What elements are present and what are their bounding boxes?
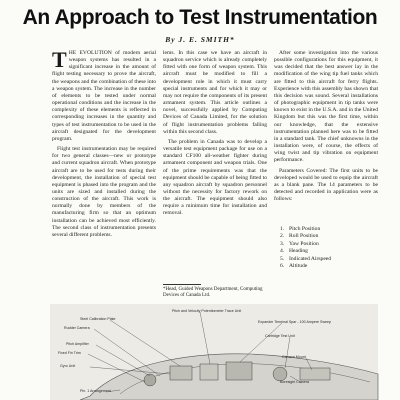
figure-label: Pitch Amplifier <box>66 342 89 346</box>
paragraph: Parameters Covered: The first units to be developed would be used to equip the aircraft as a blank pane. The 14 parameters to be detected and recorded in application were as follows: <box>274 167 378 203</box>
figure-label: Pin. 1 Arrangement <box>80 389 111 393</box>
text-column-1 <box>52 47 156 274</box>
footnote-divider <box>163 284 201 285</box>
figure-label: Fixed Fin Trim <box>58 351 81 355</box>
figure-label: Cartridge Test Unit <box>265 334 295 338</box>
figure-label: Gyro Unit <box>60 364 76 368</box>
list-item: 4. Heading <box>280 248 308 255</box>
article-byline: By J. E. SMITH* <box>165 35 235 44</box>
text-column-2 <box>163 50 267 217</box>
paragraph: THE EVOLUTION of modern aerial weapon systems has resulted in a significant increase in the amount of flight testing necessary to prove the aircraft, the weapons and the combination of these into a weapon system. The increase in the number of elements to be tested under normal operational conditions and the increase in the complexity of these elements is reflected in corresponding increases in the quantity and types of test instrumentation to be used in the aircraft designated for the development program. <box>52 47 156 142</box>
paragraph: After some investigation into the various possible configurations for this equipment, it was decided that the best answer lay in the modification of the wing tip fuel tanks which are fitted to this aircraft for ferry flights. Experience with this assembly has shown that this decision was sound. Several installations of photographic equipment in tip tanks were known to exist in the U.S.A. and in the United Kingdom but this was the first time, within our knowledge, that the extensive instrumentation planned here was to be fitted in a standard tank. The chief unknowns in the installation were, of course, the effects of wing twist and tip vibration on equipment performance. <box>274 50 378 164</box>
author-footnote: *Head, Guided Weapons Department, Computing Devices of Canada Ltd. <box>163 287 263 299</box>
figure-label: Expander Terminal Spar - 100 Ampere Sweep <box>258 320 332 324</box>
paragraph: Flight test instrumentation may be required for two general classes—new or prototype and current squadron aircraft. When prototype aircraft are to be used for tests during their development, the installation of special test equipment is phased into the program and the units are sized and installed during the construction of the aircraft. This work is normally done by members of the manufacturing firm so that an optimum installation can be achieved most efficiently. The second class of instrumentation presents several different problems. <box>52 146 156 238</box>
figure-label: Rudder Camera <box>64 326 90 330</box>
list-item: 5. Indicated Airspeed <box>280 255 332 262</box>
paragraph: The problem in Canada was to develop a versatile test equipment package for use on a standard CF100 all-weather fighter during armament component and weapon trials. One of the prime requirements was that the equipment should be capable of being fitted to any squadron aircraft by squadron personnel without the necessity for factory rework on the aircraft. The equipment should also require a minimum time for installation and removal. <box>163 138 267 217</box>
list-item: 1. Pitch Position <box>280 226 321 232</box>
figure-label: Boresight Camera <box>280 380 309 384</box>
list-item: 6. Altitude <box>280 263 308 270</box>
parameter-list <box>280 226 380 270</box>
list-item: 2. Roll Position <box>280 233 319 240</box>
figure-label: Pitch and Velocity Potentiometer Trace Unit <box>172 309 242 313</box>
list-item: 3. Yaw Position <box>280 240 319 247</box>
tip-tank-figure <box>50 304 378 400</box>
figure-label: Camera Mount <box>282 355 306 359</box>
paragraph: lems. In this case we have an aircraft in squadron service which is already completely fitted with one form of weapon system. This aircraft must be modified to fill a development role in which it must carry special instruments and for which it may or may not require the components of its present armament system. This article outlines a novel, successfully applied by Computing Devices of Canada Limited, for the solution of flight instrumentation problems falling within this second class. <box>163 50 267 135</box>
article-title: An Approach to Test Instrumentation <box>22 6 378 29</box>
drop-cap: T <box>52 47 67 72</box>
figure-label: Steel Calibration Plate <box>80 317 116 321</box>
